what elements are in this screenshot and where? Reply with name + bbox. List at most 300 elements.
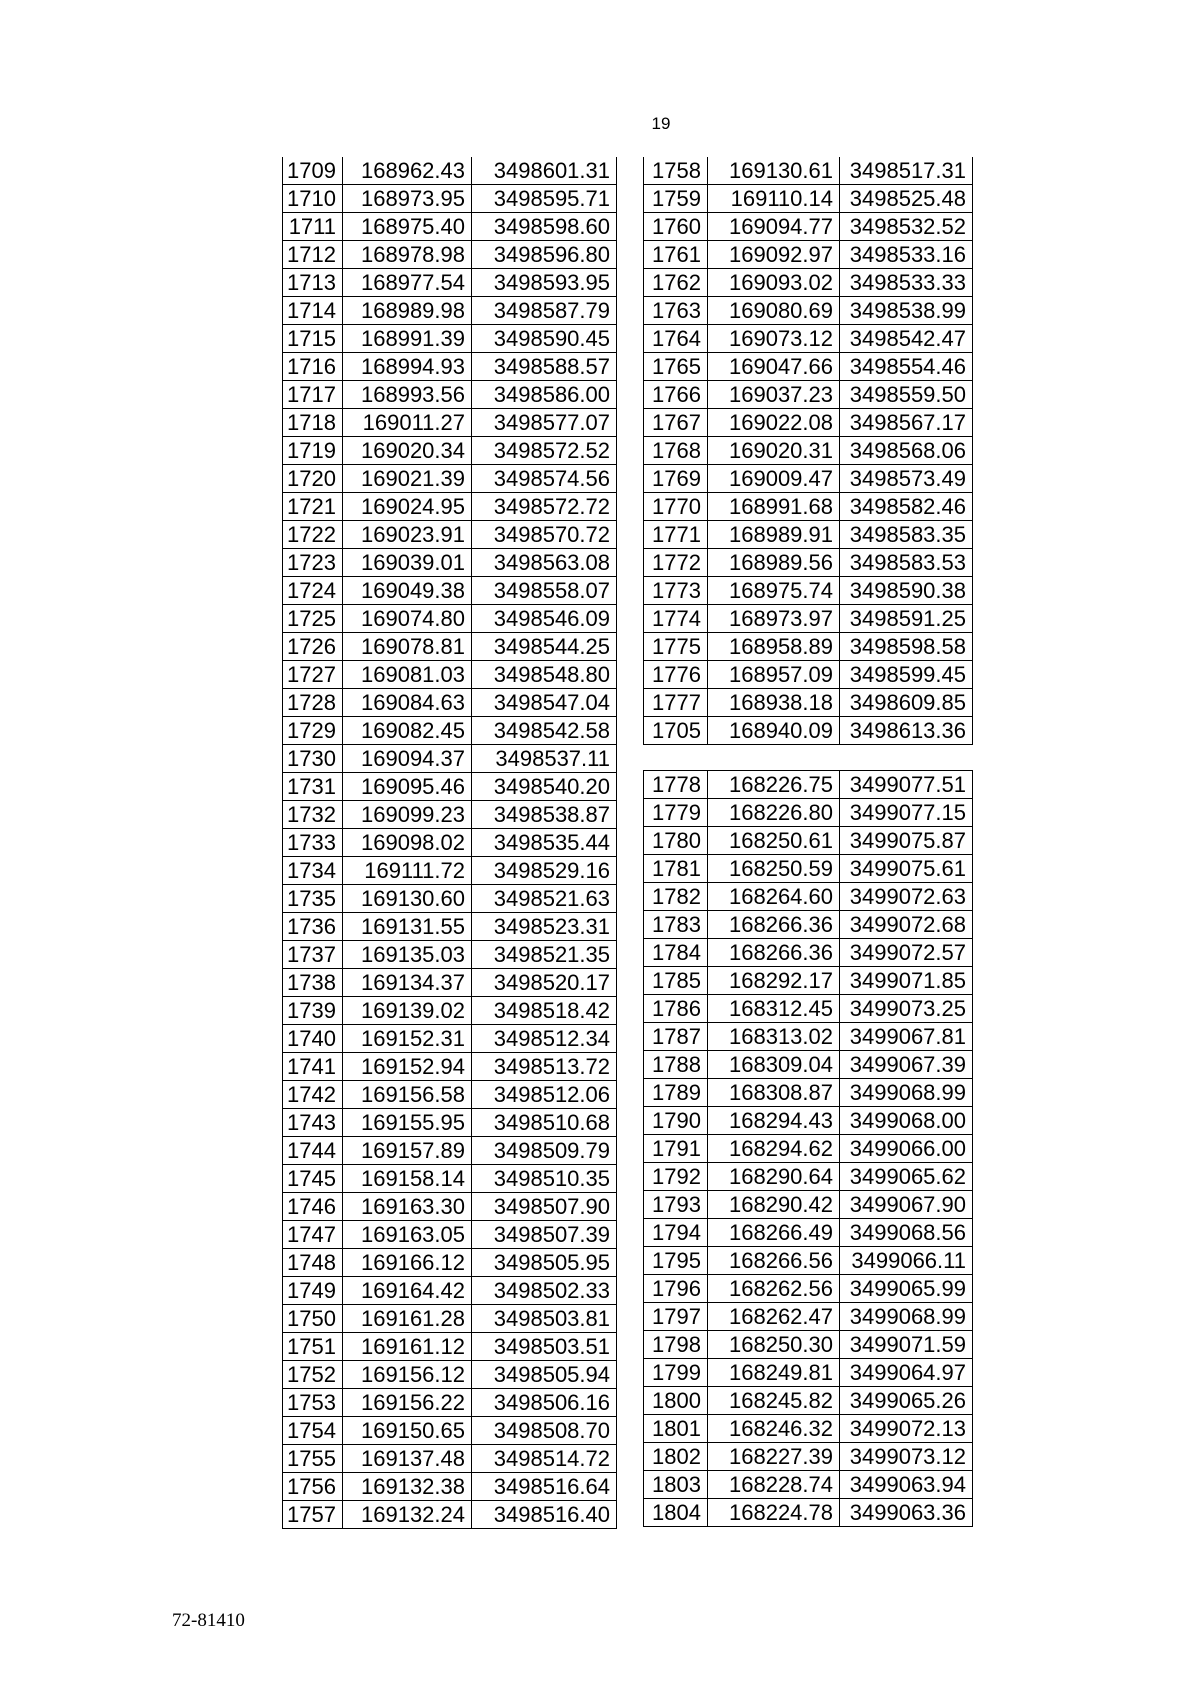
table-row <box>283 493 617 521</box>
x-coordinate-cell: 168228.74 <box>708 1471 840 1499</box>
x-coordinate-cell: 169022.08 <box>708 409 840 437</box>
table-row <box>644 437 973 465</box>
point-id-cell: 1746 <box>283 1193 343 1221</box>
point-id-cell: 1791 <box>644 1135 708 1163</box>
y-coordinate-cell: 3499073.12 <box>840 1443 973 1471</box>
x-coordinate-cell: 169163.30 <box>343 1193 472 1221</box>
point-id-cell: 1783 <box>644 911 708 939</box>
table-row <box>283 577 617 605</box>
table-row <box>644 771 973 799</box>
table-row <box>644 409 973 437</box>
x-coordinate-cell: 169099.23 <box>343 801 472 829</box>
y-coordinate-cell: 3499065.26 <box>840 1387 973 1415</box>
table-row <box>644 799 973 827</box>
x-coordinate-cell: 169158.14 <box>343 1165 472 1193</box>
table-row <box>644 1107 973 1135</box>
x-coordinate-cell: 168290.42 <box>708 1191 840 1219</box>
y-coordinate-cell: 3498588.57 <box>472 353 617 381</box>
x-coordinate-cell: 168962.43 <box>343 157 472 185</box>
y-coordinate-cell: 3499064.97 <box>840 1359 973 1387</box>
y-coordinate-cell: 3498520.17 <box>472 969 617 997</box>
table-row <box>644 1163 973 1191</box>
table-row <box>283 1305 617 1333</box>
y-coordinate-cell: 3499067.81 <box>840 1023 973 1051</box>
x-coordinate-cell: 169157.89 <box>343 1137 472 1165</box>
x-coordinate-cell: 169135.03 <box>343 941 472 969</box>
table-row <box>283 1389 617 1417</box>
x-coordinate-cell: 168940.09 <box>708 717 840 745</box>
x-coordinate-cell: 169093.02 <box>708 269 840 297</box>
point-id-cell: 1770 <box>644 493 708 521</box>
table-row <box>283 241 617 269</box>
point-id-cell: 1761 <box>644 241 708 269</box>
x-coordinate-cell: 169082.45 <box>343 717 472 745</box>
point-id-cell: 1790 <box>644 1107 708 1135</box>
table-row <box>644 297 973 325</box>
x-coordinate-cell: 169098.02 <box>343 829 472 857</box>
x-coordinate-cell: 169073.12 <box>708 325 840 353</box>
x-coordinate-cell: 169130.61 <box>708 157 840 185</box>
table-row <box>283 857 617 885</box>
y-coordinate-cell: 3499077.15 <box>840 799 973 827</box>
x-coordinate-cell: 169161.28 <box>343 1305 472 1333</box>
point-id-cell: 1780 <box>644 827 708 855</box>
point-id-cell: 1733 <box>283 829 343 857</box>
x-coordinate-cell: 168227.39 <box>708 1443 840 1471</box>
point-id-cell: 1769 <box>644 465 708 493</box>
x-coordinate-cell: 169009.47 <box>708 465 840 493</box>
table-row <box>283 1193 617 1221</box>
y-coordinate-cell: 3498590.45 <box>472 325 617 353</box>
y-coordinate-cell: 3498512.06 <box>472 1081 617 1109</box>
table-row <box>644 325 973 353</box>
y-coordinate-cell: 3498583.35 <box>840 521 973 549</box>
x-coordinate-cell: 168938.18 <box>708 689 840 717</box>
x-coordinate-cell: 169023.91 <box>343 521 472 549</box>
y-coordinate-cell: 3498613.36 <box>840 717 973 745</box>
point-id-cell: 1739 <box>283 997 343 1025</box>
point-id-cell: 1753 <box>283 1389 343 1417</box>
x-coordinate-cell: 169011.27 <box>343 409 472 437</box>
point-id-cell: 1714 <box>283 297 343 325</box>
y-coordinate-cell: 3498506.16 <box>472 1389 617 1417</box>
y-coordinate-cell: 3498535.44 <box>472 829 617 857</box>
table-row <box>283 1109 617 1137</box>
x-coordinate-cell: 168266.36 <box>708 939 840 967</box>
y-coordinate-cell: 3499071.59 <box>840 1331 973 1359</box>
y-coordinate-cell: 3498514.72 <box>472 1445 617 1473</box>
point-id-cell: 1758 <box>644 157 708 185</box>
x-coordinate-cell: 169094.77 <box>708 213 840 241</box>
x-coordinate-cell: 168989.98 <box>343 297 472 325</box>
table-row <box>644 1303 973 1331</box>
y-coordinate-cell: 3499072.13 <box>840 1415 973 1443</box>
x-coordinate-cell: 169152.94 <box>343 1053 472 1081</box>
y-coordinate-cell: 3498593.95 <box>472 269 617 297</box>
y-coordinate-cell: 3498538.99 <box>840 297 973 325</box>
x-coordinate-cell: 168994.93 <box>343 353 472 381</box>
x-coordinate-cell: 168266.49 <box>708 1219 840 1247</box>
y-coordinate-cell: 3498609.85 <box>840 689 973 717</box>
point-id-cell: 1711 <box>283 213 343 241</box>
x-coordinate-cell: 168292.17 <box>708 967 840 995</box>
point-id-cell: 1803 <box>644 1471 708 1499</box>
y-coordinate-cell: 3498516.64 <box>472 1473 617 1501</box>
point-id-cell: 1792 <box>644 1163 708 1191</box>
point-id-cell: 1732 <box>283 801 343 829</box>
coordinate-table-right-lower <box>643 770 973 1527</box>
point-id-cell: 1751 <box>283 1333 343 1361</box>
x-coordinate-cell: 168250.30 <box>708 1331 840 1359</box>
table-row <box>283 437 617 465</box>
y-coordinate-cell: 3498572.72 <box>472 493 617 521</box>
point-id-cell: 1767 <box>644 409 708 437</box>
x-coordinate-cell: 168975.74 <box>708 577 840 605</box>
x-coordinate-cell: 168264.60 <box>708 883 840 911</box>
x-coordinate-cell: 169137.48 <box>343 1445 472 1473</box>
point-id-cell: 1743 <box>283 1109 343 1137</box>
table-row <box>283 661 617 689</box>
point-id-cell: 1726 <box>283 633 343 661</box>
table-row <box>644 1387 973 1415</box>
x-coordinate-cell: 169024.95 <box>343 493 472 521</box>
y-coordinate-cell: 3498590.38 <box>840 577 973 605</box>
y-coordinate-cell: 3499063.94 <box>840 1471 973 1499</box>
y-coordinate-cell: 3498537.11 <box>472 745 617 773</box>
point-id-cell: 1729 <box>283 717 343 745</box>
y-coordinate-cell: 3498596.80 <box>472 241 617 269</box>
table-row <box>644 827 973 855</box>
point-id-cell: 1737 <box>283 941 343 969</box>
coordinate-table-right-upper <box>643 157 973 745</box>
x-coordinate-cell: 168309.04 <box>708 1051 840 1079</box>
point-id-cell: 1747 <box>283 1221 343 1249</box>
x-coordinate-cell: 169094.37 <box>343 745 472 773</box>
table-row <box>644 157 973 185</box>
point-id-cell: 1724 <box>283 577 343 605</box>
x-coordinate-cell: 169080.69 <box>708 297 840 325</box>
point-id-cell: 1760 <box>644 213 708 241</box>
y-coordinate-cell: 3499068.00 <box>840 1107 973 1135</box>
point-id-cell: 1742 <box>283 1081 343 1109</box>
y-coordinate-cell: 3498542.47 <box>840 325 973 353</box>
point-id-cell: 1799 <box>644 1359 708 1387</box>
point-id-cell: 1750 <box>283 1305 343 1333</box>
table-row <box>283 633 617 661</box>
x-coordinate-cell: 169163.05 <box>343 1221 472 1249</box>
point-id-cell: 1787 <box>644 1023 708 1051</box>
point-id-cell: 1781 <box>644 855 708 883</box>
table-row <box>644 911 973 939</box>
point-id-cell: 1786 <box>644 995 708 1023</box>
y-coordinate-cell: 3498533.16 <box>840 241 973 269</box>
x-coordinate-cell: 169130.60 <box>343 885 472 913</box>
table-row <box>283 969 617 997</box>
y-coordinate-cell: 3498547.04 <box>472 689 617 717</box>
x-coordinate-cell: 168246.32 <box>708 1415 840 1443</box>
x-coordinate-cell: 168308.87 <box>708 1079 840 1107</box>
point-id-cell: 1785 <box>644 967 708 995</box>
y-coordinate-cell: 3498558.07 <box>472 577 617 605</box>
point-id-cell: 1763 <box>644 297 708 325</box>
table-row <box>644 605 973 633</box>
point-id-cell: 1718 <box>283 409 343 437</box>
table-row <box>644 1499 973 1527</box>
table-row <box>283 913 617 941</box>
x-coordinate-cell: 169156.58 <box>343 1081 472 1109</box>
point-id-cell: 1774 <box>644 605 708 633</box>
x-coordinate-cell: 169156.12 <box>343 1361 472 1389</box>
table-row <box>644 855 973 883</box>
x-coordinate-cell: 168977.54 <box>343 269 472 297</box>
table-row <box>283 521 617 549</box>
y-coordinate-cell: 3498505.94 <box>472 1361 617 1389</box>
y-coordinate-cell: 3498542.58 <box>472 717 617 745</box>
x-coordinate-cell: 168989.56 <box>708 549 840 577</box>
x-coordinate-cell: 168991.68 <box>708 493 840 521</box>
table-row <box>283 297 617 325</box>
y-coordinate-cell: 3498586.00 <box>472 381 617 409</box>
y-coordinate-cell: 3498544.25 <box>472 633 617 661</box>
x-coordinate-cell: 168249.81 <box>708 1359 840 1387</box>
table-row <box>644 689 973 717</box>
point-id-cell: 1735 <box>283 885 343 913</box>
table-row <box>644 269 973 297</box>
x-coordinate-cell: 168978.98 <box>343 241 472 269</box>
y-coordinate-cell: 3498509.79 <box>472 1137 617 1165</box>
y-coordinate-cell: 3498598.58 <box>840 633 973 661</box>
x-coordinate-cell: 168290.64 <box>708 1163 840 1191</box>
table-row <box>283 465 617 493</box>
point-id-cell: 1719 <box>283 437 343 465</box>
y-coordinate-cell: 3499071.85 <box>840 967 973 995</box>
table-row <box>644 995 973 1023</box>
y-coordinate-cell: 3498546.09 <box>472 605 617 633</box>
y-coordinate-cell: 3499066.00 <box>840 1135 973 1163</box>
x-coordinate-cell: 168224.78 <box>708 1499 840 1527</box>
x-coordinate-cell: 169047.66 <box>708 353 840 381</box>
y-coordinate-cell: 3498591.25 <box>840 605 973 633</box>
point-id-cell: 1749 <box>283 1277 343 1305</box>
table-row <box>283 1025 617 1053</box>
y-coordinate-cell: 3498538.87 <box>472 801 617 829</box>
table-row <box>644 577 973 605</box>
table-row <box>283 745 617 773</box>
point-id-cell: 1800 <box>644 1387 708 1415</box>
x-coordinate-cell: 168245.82 <box>708 1387 840 1415</box>
x-coordinate-cell: 168958.89 <box>708 633 840 661</box>
table-row <box>283 1165 617 1193</box>
table-row <box>283 717 617 745</box>
x-coordinate-cell: 169081.03 <box>343 661 472 689</box>
y-coordinate-cell: 3499068.56 <box>840 1219 973 1247</box>
point-id-cell: 1752 <box>283 1361 343 1389</box>
x-coordinate-cell: 169161.12 <box>343 1333 472 1361</box>
table-row <box>644 1331 973 1359</box>
point-id-cell: 1744 <box>283 1137 343 1165</box>
table-row <box>283 1277 617 1305</box>
table-row <box>644 353 973 381</box>
point-id-cell: 1712 <box>283 241 343 269</box>
table-row <box>283 185 617 213</box>
y-coordinate-cell: 3499073.25 <box>840 995 973 1023</box>
x-coordinate-cell: 168973.95 <box>343 185 472 213</box>
point-id-cell: 1713 <box>283 269 343 297</box>
table-row <box>644 939 973 967</box>
point-id-cell: 1776 <box>644 661 708 689</box>
table-row <box>283 997 617 1025</box>
table-row <box>283 353 617 381</box>
y-coordinate-cell: 3498599.45 <box>840 661 973 689</box>
x-coordinate-cell: 169156.22 <box>343 1389 472 1417</box>
table-row <box>644 967 973 995</box>
x-coordinate-cell: 169084.63 <box>343 689 472 717</box>
y-coordinate-cell: 3498518.42 <box>472 997 617 1025</box>
y-coordinate-cell: 3498505.95 <box>472 1249 617 1277</box>
table-row <box>283 1361 617 1389</box>
point-id-cell: 1734 <box>283 857 343 885</box>
x-coordinate-cell: 169037.23 <box>708 381 840 409</box>
y-coordinate-cell: 3498582.46 <box>840 493 973 521</box>
x-coordinate-cell: 168312.45 <box>708 995 840 1023</box>
x-coordinate-cell: 169092.97 <box>708 241 840 269</box>
table-row <box>644 185 973 213</box>
y-coordinate-cell: 3499072.68 <box>840 911 973 939</box>
y-coordinate-cell: 3498513.72 <box>472 1053 617 1081</box>
y-coordinate-cell: 3498525.48 <box>840 185 973 213</box>
point-id-cell: 1788 <box>644 1051 708 1079</box>
point-id-cell: 1789 <box>644 1079 708 1107</box>
x-coordinate-cell: 169134.37 <box>343 969 472 997</box>
y-coordinate-cell: 3498595.71 <box>472 185 617 213</box>
x-coordinate-cell: 169074.80 <box>343 605 472 633</box>
x-coordinate-cell: 168294.62 <box>708 1135 840 1163</box>
point-id-cell: 1804 <box>644 1499 708 1527</box>
y-coordinate-cell: 3498502.33 <box>472 1277 617 1305</box>
table-row <box>283 773 617 801</box>
point-id-cell: 1757 <box>283 1501 343 1529</box>
y-coordinate-cell: 3498507.39 <box>472 1221 617 1249</box>
y-coordinate-cell: 3498508.70 <box>472 1417 617 1445</box>
x-coordinate-cell: 169139.02 <box>343 997 472 1025</box>
point-id-cell: 1705 <box>644 717 708 745</box>
x-coordinate-cell: 168262.56 <box>708 1275 840 1303</box>
point-id-cell: 1740 <box>283 1025 343 1053</box>
y-coordinate-cell: 3499072.57 <box>840 939 973 967</box>
y-coordinate-cell: 3498510.68 <box>472 1109 617 1137</box>
x-coordinate-cell: 169021.39 <box>343 465 472 493</box>
table-row <box>283 1249 617 1277</box>
y-coordinate-cell: 3499077.51 <box>840 771 973 799</box>
y-coordinate-cell: 3498567.17 <box>840 409 973 437</box>
point-id-cell: 1759 <box>644 185 708 213</box>
point-id-cell: 1725 <box>283 605 343 633</box>
y-coordinate-cell: 3498572.52 <box>472 437 617 465</box>
y-coordinate-cell: 3498568.06 <box>840 437 973 465</box>
table-row <box>644 1471 973 1499</box>
x-coordinate-cell: 168294.43 <box>708 1107 840 1135</box>
table-row <box>283 885 617 913</box>
x-coordinate-cell: 168262.47 <box>708 1303 840 1331</box>
point-id-cell: 1794 <box>644 1219 708 1247</box>
point-id-cell: 1731 <box>283 773 343 801</box>
y-coordinate-cell: 3499075.61 <box>840 855 973 883</box>
y-coordinate-cell: 3499067.90 <box>840 1191 973 1219</box>
table-row <box>644 633 973 661</box>
y-coordinate-cell: 3498554.46 <box>840 353 973 381</box>
y-coordinate-cell: 3498548.80 <box>472 661 617 689</box>
x-coordinate-cell: 169150.65 <box>343 1417 472 1445</box>
table-row <box>283 1221 617 1249</box>
table-row <box>644 493 973 521</box>
y-coordinate-cell: 3499066.11 <box>840 1247 973 1275</box>
table-row <box>644 1051 973 1079</box>
y-coordinate-cell: 3498573.49 <box>840 465 973 493</box>
y-coordinate-cell: 3498521.63 <box>472 885 617 913</box>
table-row <box>283 549 617 577</box>
table-row <box>283 409 617 437</box>
table-row <box>283 1417 617 1445</box>
point-id-cell: 1772 <box>644 549 708 577</box>
y-coordinate-cell: 3498516.40 <box>472 1501 617 1529</box>
y-coordinate-cell: 3499068.99 <box>840 1303 973 1331</box>
table-row <box>283 941 617 969</box>
table-row <box>283 269 617 297</box>
y-coordinate-cell: 3498533.33 <box>840 269 973 297</box>
point-id-cell: 1762 <box>644 269 708 297</box>
y-coordinate-cell: 3498601.31 <box>472 157 617 185</box>
table-row <box>644 717 973 745</box>
y-coordinate-cell: 3499068.99 <box>840 1079 973 1107</box>
point-id-cell: 1771 <box>644 521 708 549</box>
point-id-cell: 1798 <box>644 1331 708 1359</box>
table-row <box>644 1079 973 1107</box>
table-row <box>644 883 973 911</box>
point-id-cell: 1721 <box>283 493 343 521</box>
y-coordinate-cell: 3498570.72 <box>472 521 617 549</box>
table-row <box>283 325 617 353</box>
x-coordinate-cell: 169131.55 <box>343 913 472 941</box>
y-coordinate-cell: 3498583.53 <box>840 549 973 577</box>
point-id-cell: 1709 <box>283 157 343 185</box>
x-coordinate-cell: 169164.42 <box>343 1277 472 1305</box>
point-id-cell: 1738 <box>283 969 343 997</box>
y-coordinate-cell: 3498598.60 <box>472 213 617 241</box>
point-id-cell: 1795 <box>644 1247 708 1275</box>
table-row <box>283 1081 617 1109</box>
y-coordinate-cell: 3498510.35 <box>472 1165 617 1193</box>
point-id-cell: 1722 <box>283 521 343 549</box>
table-row <box>283 689 617 717</box>
table-row <box>283 381 617 409</box>
x-coordinate-cell: 169132.24 <box>343 1501 472 1529</box>
point-id-cell: 1723 <box>283 549 343 577</box>
x-coordinate-cell: 168993.56 <box>343 381 472 409</box>
y-coordinate-cell: 3499065.99 <box>840 1275 973 1303</box>
y-coordinate-cell: 3498540.20 <box>472 773 617 801</box>
point-id-cell: 1768 <box>644 437 708 465</box>
y-coordinate-cell: 3498517.31 <box>840 157 973 185</box>
point-id-cell: 1755 <box>283 1445 343 1473</box>
point-id-cell: 1715 <box>283 325 343 353</box>
point-id-cell: 1797 <box>644 1303 708 1331</box>
x-coordinate-cell: 168250.61 <box>708 827 840 855</box>
y-coordinate-cell: 3499063.36 <box>840 1499 973 1527</box>
point-id-cell: 1782 <box>644 883 708 911</box>
table-row <box>283 1445 617 1473</box>
point-id-cell: 1779 <box>644 799 708 827</box>
y-coordinate-cell: 3499065.62 <box>840 1163 973 1191</box>
